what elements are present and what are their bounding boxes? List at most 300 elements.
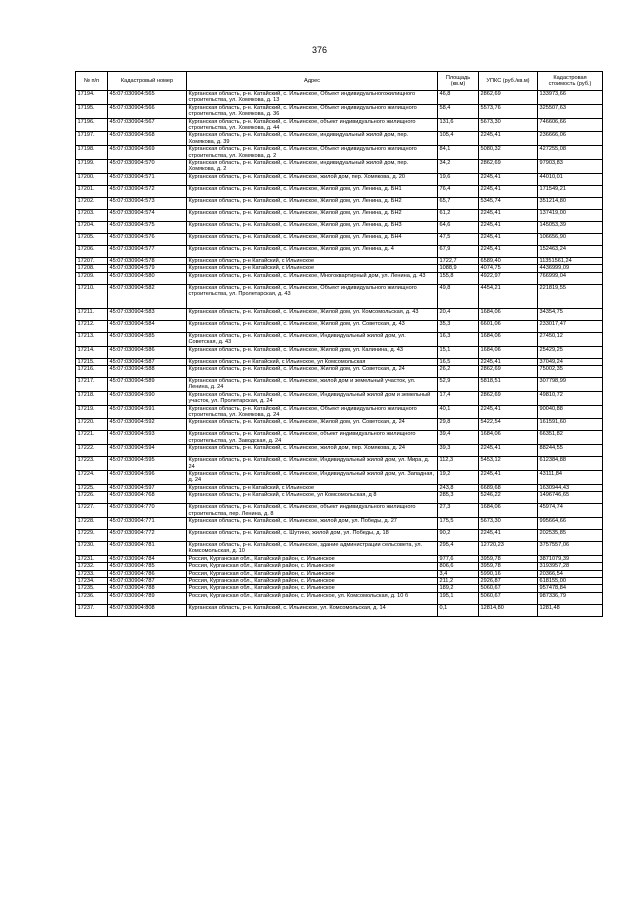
cadastral-cost-cell: 133973,66 [538,91,603,105]
upks-cell: 1684,06 [479,332,538,346]
cadastral-cost-cell: 3757557,06 [538,542,603,556]
cadastral-number-cell: 45:07:030904:594 [108,445,187,457]
area-cell: 39,3 [438,445,479,457]
table-row [76,173,603,185]
upks-cell: 4454,21 [479,284,538,308]
row-number-cell: 17222. [76,445,108,457]
cadastral-cost-cell: 746606,66 [538,118,603,132]
table-row [76,530,603,542]
table-row [76,419,603,431]
table-row [76,604,603,616]
cadastral-cost-cell: 612384,88 [538,457,603,471]
cadastral-number-cell: 45:07:030904:593 [108,431,187,445]
cadastral-number-cell: 45:07:030904:781 [108,542,187,556]
area-cell: 52,9 [438,377,479,391]
table-row [76,91,603,105]
address-cell: Курганская область, р-н. Катайский, с. Ильинское, индивидуальный жилой дом, пер. Хомякова, д. 39 [187,132,438,146]
upks-cell: 5673,30 [479,518,538,530]
table-row [76,358,603,365]
address-cell: Курганская область, р-н. Катайский, с. Ильинское, Объект индивидуального жилищного строительства, ул. Хомякова, д. 24 [187,405,438,419]
area-cell: 16,3 [438,332,479,346]
header-cost: Кадастровая стоимость (руб.) [538,72,603,91]
address-cell: Курганская область, р-н. Катайский, с. Ильинское, Индивидуальный жилой дом и земельный участок, ул. Пролетарская, д. 24 [187,391,438,405]
cadastral-cost-cell: 427255,08 [538,146,603,160]
cadastral-number-cell: 45:07:030904:772 [108,530,187,542]
table-row [76,592,603,604]
cadastral-number-cell: 45:07:030904:580 [108,272,187,284]
upks-cell: 5818,51 [479,377,538,391]
table-row [76,245,603,257]
cadastral-number-cell: 45:07:030904:585 [108,332,187,346]
upks-cell: 2245,41 [479,530,538,542]
row-number-cell: 17204. [76,221,108,233]
cadastral-table [75,71,603,617]
row-number-cell: 17202. [76,197,108,209]
area-cell: 155,8 [438,272,479,284]
address-cell: Курганская область, р-н. Катайский, с. Ильинское, Объект индивидуальногожилищного строительства, ул. Хомякова, д. 13 [187,91,438,105]
row-number-cell: 17233. [76,570,108,577]
row-number-cell: 17197. [76,132,108,146]
address-cell: Россия, Курганская обл., Катайский район, с. Ильинское, ул. Комсомольская, д. 10 б [187,592,438,604]
address-cell: Курганская область, р-н. Катайский, с. Ильинское, Жилой дом, ул. Ленина, д. БН4 [187,233,438,245]
cadastral-cost-cell: 90040,88 [538,405,603,419]
header-upks: УПКС (руб./кв.м) [479,72,538,91]
address-cell: Курганская область, р-н. Катайский, с. Ильинское, жилой дом и земельный участок, ул. Ленина, д. 24 [187,377,438,391]
table-row [76,585,603,592]
cadastral-cost-cell: 37049,24 [538,358,603,365]
area-cell: 243,8 [438,484,479,491]
cadastral-cost-cell: 1281,48 [538,604,603,616]
area-cell: 0,1 [438,604,479,616]
address-cell: Россия, Курганская обл., Катайский район, с. Ильинское [187,555,438,562]
row-number-cell: 17214. [76,346,108,358]
cadastral-cost-cell: 97903,83 [538,160,603,174]
cadastral-cost-cell: 351214,80 [538,197,603,209]
area-cell: 211,2 [438,578,479,585]
cadastral-cost-cell: 3193957,28 [538,563,603,570]
address-cell: Курганская область, р-н. Катайский, с. Ильинское, жилой дом, ул. Победы, д. 27 [187,518,438,530]
address-cell: Курганская область, р-н. Катайский, с. Ильинское, Жилой дом, ул. Ленина, д. БН1 [187,185,438,197]
upks-cell: 2245,41 [479,358,538,365]
area-cell: 1088,9 [438,265,479,272]
upks-cell: 2245,41 [479,245,538,257]
cadastral-cost-cell: 20366,54 [538,570,603,577]
cadastral-cost-cell: 221819,55 [538,284,603,308]
table-row [76,104,603,118]
row-number-cell: 17234. [76,578,108,585]
cadastral-number-cell: 45:07:030904:784 [108,555,187,562]
table-row [76,555,603,562]
table-row [76,265,603,272]
table-row [76,445,603,457]
area-cell: 195,1 [438,592,479,604]
area-cell: 17,4 [438,391,479,405]
address-cell: Курганская область, р-н. Катайский, с. Ильинское, жилой дом, пер. Хомякова, д. 20 [187,173,438,185]
table-row [76,308,603,320]
cadastral-number-cell: 45:07:030904:577 [108,245,187,257]
table-row [76,492,603,504]
cadastral-number-cell: 45:07:030904:787 [108,578,187,585]
cadastral-number-cell: 45:07:030904:569 [108,146,187,160]
address-cell: Курганская область, р-н. Катайский, с. Ильинское, Жилой дом, ул. Советская, д. 43 [187,320,438,332]
cadastral-number-cell: 45:07:030904:575 [108,221,187,233]
cadastral-cost-cell: 307798,99 [538,377,603,391]
table-row [76,518,603,530]
area-cell: 131,6 [438,118,479,132]
upks-cell: 3959,78 [479,555,538,562]
row-number-cell: 17224. [76,470,108,484]
address-cell: Курганская область, р-н. Катайский, с. Ильинское, ул. Комсомольская, д. 14 [187,604,438,616]
cadastral-cost-cell: 325507,63 [538,104,603,118]
area-cell: 58,4 [438,104,479,118]
cadastral-number-cell: 45:07:030904:572 [108,185,187,197]
area-cell: 20,4 [438,308,479,320]
upks-cell: 5060,67 [479,585,538,592]
table-row [76,233,603,245]
table-row [76,257,603,264]
row-number-cell: 17205. [76,233,108,245]
area-cell: 76,4 [438,185,479,197]
table-body [76,91,603,617]
area-cell: 175,5 [438,518,479,530]
address-cell: Курганская область, р-н. Катайский, с. Ильинское, Жилой дом, ул. Комсомольская, д. 43 [187,308,438,320]
area-cell: 65,7 [438,197,479,209]
upks-cell: 5246,22 [479,492,538,504]
table-row [76,118,603,132]
cadastral-cost-cell: 106656,90 [538,233,603,245]
upks-cell: 2245,41 [479,233,538,245]
upks-cell: 5990,16 [479,570,538,577]
upks-cell: 3959,78 [479,563,538,570]
area-cell: 34,2 [438,160,479,174]
table-header-row [76,72,603,91]
table-row [76,346,603,358]
area-cell: 35,3 [438,320,479,332]
cadastral-cost-cell: 1496746,65 [538,492,603,504]
cadastral-number-cell: 45:07:030904:592 [108,419,187,431]
table-row [76,365,603,377]
row-number-cell: 17196. [76,118,108,132]
row-number-cell: 17203. [76,209,108,221]
address-cell: Курганская область, р-н. Катайский, с. Ильинское, Жилой дом, ул. Ленина, д. БН2 [187,209,438,221]
row-number-cell: 17207. [76,257,108,264]
upks-cell: 1684,06 [479,431,538,445]
upks-cell: 6689,68 [479,484,538,491]
area-cell: 1722,7 [438,257,479,264]
row-number-cell: 17208. [76,265,108,272]
cadastral-cost-cell: 957478,84 [538,585,603,592]
cadastral-number-cell: 45:07:030904:567 [108,118,187,132]
cadastral-cost-cell: 995664,66 [538,518,603,530]
row-number-cell: 17221. [76,431,108,445]
upks-cell: 2862,69 [479,160,538,174]
upks-cell: 2245,41 [479,185,538,197]
cadastral-number-cell: 45:07:030904:566 [108,104,187,118]
cadastral-cost-cell: 11351561,24 [538,257,603,264]
cadastral-number-cell: 45:07:030904:568 [108,132,187,146]
cadastral-number-cell: 45:07:030904:590 [108,391,187,405]
row-number-cell: 17212. [76,320,108,332]
cadastral-cost-cell: 43111,84 [538,470,603,484]
row-number-cell: 17236. [76,592,108,604]
upks-cell: 2245,41 [479,445,538,457]
upks-cell: 1684,06 [479,308,538,320]
cadastral-cost-cell: 75002,35 [538,365,603,377]
cadastral-number-cell: 45:07:030904:770 [108,504,187,518]
address-cell: Курганская область, р-н. Катайский, с. Ильинское, индивидуальный жилой дом, пер. Хомякова, д. 2 [187,160,438,174]
cadastral-cost-cell: 66351,82 [538,431,603,445]
cadastral-cost-cell: 1630944,43 [538,484,603,491]
address-cell: Курганская область, р-н. Катайский, с. Ильинское, Жилой дом, ул. Калинина, д. 43 [187,346,438,358]
area-cell: 47,5 [438,233,479,245]
upks-cell: 6589,40 [479,257,538,264]
row-number-cell: 17215. [76,358,108,365]
cadastral-cost-cell: 202535,85 [538,530,603,542]
table-row [76,197,603,209]
row-number-cell: 17231. [76,555,108,562]
cadastral-number-cell: 45:07:030904:565 [108,91,187,105]
cadastral-cost-cell: 766999,04 [538,272,603,284]
row-number-cell: 17223. [76,457,108,471]
cadastral-number-cell: 45:07:030904:789 [108,592,187,604]
address-cell: Курганская область, р-н. Катайский, с. Ильинское, Жилой дом, ул. Советская, д. 24 [187,365,438,377]
cadastral-number-cell: 45:07:030904:589 [108,377,187,391]
table-row [76,146,603,160]
upks-cell: 4074,75 [479,265,538,272]
upks-cell: 5080,32 [479,146,538,160]
area-cell: 16,5 [438,358,479,365]
upks-cell: 4922,97 [479,272,538,284]
row-number-cell: 17237. [76,604,108,616]
cadastral-cost-cell: 618155,00 [538,578,603,585]
cadastral-number-cell: 45:07:030904:771 [108,518,187,530]
table-row [76,160,603,174]
cadastral-cost-cell: 45974,74 [538,504,603,518]
cadastral-cost-cell: 987336,79 [538,592,603,604]
address-cell: Курганская область, р-н. Катайский, с. Ильинское, Индивидуальный жилой дом, ул. Мира, д. 24 [187,457,438,471]
row-number-cell: 17228. [76,518,108,530]
area-cell: 3,4 [438,570,479,577]
area-cell: 285,3 [438,492,479,504]
address-cell: Курганская область, р-н Катайский, с Ильинское [187,484,438,491]
cadastral-number-cell: 45:07:030904:586 [108,346,187,358]
address-cell: Курганская область, р-н. Катайский, с. Ильинское, здание администрации сельсовета, ул. Комсомольская, д. 10 [187,542,438,556]
address-cell: Курганская область, р-н. Катайский, с. Ильинское, Жилой дом, ул. Советская, д. 24 [187,419,438,431]
address-cell: Россия, Курганская обл., Катайский район, с. Ильинское [187,578,438,585]
area-cell: 112,3 [438,457,479,471]
table-row [76,578,603,585]
row-number-cell: 17217. [76,377,108,391]
table-row [76,563,603,570]
cadastral-number-cell: 45:07:030904:597 [108,484,187,491]
table-row [76,132,603,146]
upks-cell: 5573,76 [479,104,538,118]
page-number: 376 [311,45,328,55]
area-cell: 19,6 [438,173,479,185]
address-cell: Россия, Курганская обл., Катайский район, с. Ильинское [187,570,438,577]
cadastral-number-cell: 45:07:030904:786 [108,570,187,577]
header-num: № п/п [76,72,108,91]
table-row [76,377,603,391]
address-cell: Курганская область, р-н Катайский, с Ильинское, ул Комсомольская [187,358,438,365]
table-row [76,570,603,577]
area-cell: 189,2 [438,585,479,592]
table-row [76,320,603,332]
cadastral-number-cell: 45:07:030904:574 [108,209,187,221]
upks-cell: 12814,80 [479,604,538,616]
cadastral-cost-cell: 145053,39 [538,221,603,233]
table-row [76,542,603,556]
row-number-cell: 17235. [76,585,108,592]
table-row [76,484,603,491]
address-cell: Курганская область, р-н. Катайский, с. Ильинское, жилой дом, пер. Хомякова, д. 24 [187,445,438,457]
cadastral-cost-cell: 171549,21 [538,185,603,197]
area-cell: 67,9 [438,245,479,257]
cadastral-cost-cell: 27450,12 [538,332,603,346]
address-cell: Россия, Курганская обл., Катайский район, с. Ильинское [187,563,438,570]
cadastral-number-cell: 45:07:030904:578 [108,257,187,264]
area-cell: 64,6 [438,221,479,233]
row-number-cell: 17201. [76,185,108,197]
row-number-cell: 17220. [76,419,108,431]
table-row [76,431,603,445]
cadastral-number-cell: 45:07:030904:571 [108,173,187,185]
area-cell: 46,8 [438,91,479,105]
address-cell: Курганская область, р-н Катайский, с Ильинское [187,257,438,264]
upks-cell: 2862,69 [479,365,538,377]
row-number-cell: 17226. [76,492,108,504]
upks-cell: 1684,06 [479,504,538,518]
cadastral-cost-cell: 233017,47 [538,320,603,332]
area-cell: 295,4 [438,542,479,556]
area-cell: 40,1 [438,405,479,419]
cadastral-number-cell: 45:07:030904:591 [108,405,187,419]
table-row [76,391,603,405]
cadastral-number-cell: 45:07:030904:588 [108,365,187,377]
area-cell: 806,6 [438,563,479,570]
area-cell: 26,2 [438,365,479,377]
row-number-cell: 17209. [76,272,108,284]
address-cell: Курганская область, р-н. Катайский, с. Ильинское, Объект индивидуального жилищного строительства, ул. Пролетарская, д. 43 [187,284,438,308]
table-row [76,332,603,346]
cadastral-number-cell: 45:07:030904:788 [108,585,187,592]
cadastral-number-cell: 45:07:030904:579 [108,265,187,272]
address-cell: Курганская область, р-н. Катайский, с. Ильинское, объект индивидуального жилищного строительства, ул. Хомякова, д. 44 [187,118,438,132]
row-number-cell: 17200. [76,173,108,185]
cadastral-number-cell: 45:07:030904:584 [108,320,187,332]
row-number-cell: 17230. [76,542,108,556]
row-number-cell: 17213. [76,332,108,346]
row-number-cell: 17219. [76,405,108,419]
area-cell: 19,2 [438,470,479,484]
upks-cell: 2245,41 [479,405,538,419]
cadastral-number-cell: 45:07:030904:587 [108,358,187,365]
upks-cell: 2245,41 [479,209,538,221]
cadastral-cost-cell: 161591,60 [538,419,603,431]
area-cell: 105,4 [438,132,479,146]
upks-cell: 5060,67 [479,592,538,604]
header-area: Площадь (кв.м) [438,72,479,91]
table-row [76,272,603,284]
row-number-cell: 17211. [76,308,108,320]
cadastral-cost-cell: 137419,00 [538,209,603,221]
cadastral-cost-cell: 25429,25 [538,346,603,358]
address-cell: Курганская область, р-н. Катайский, с. Ильинское, Индивидуальный жилой дом, ул. Западная, д. 24 [187,470,438,484]
row-number-cell: 17232. [76,563,108,570]
address-cell: Курганская область, р-н. Катайский, с. Шутино, жилой дом, ул. Победы, д. 18 [187,530,438,542]
upks-cell: 2245,41 [479,470,538,484]
cadastral-number-cell: 45:07:030904:570 [108,160,187,174]
upks-cell: 2862,69 [479,91,538,105]
table-row [76,221,603,233]
table-row [76,284,603,308]
table-row [76,470,603,484]
cadastral-cost-cell: 88244,55 [538,445,603,457]
cadastral-number-cell: 45:07:030904:582 [108,284,187,308]
cadastral-cost-cell: 3871079,39 [538,555,603,562]
area-cell: 39,4 [438,431,479,445]
cadastral-number-cell: 45:07:030904:785 [108,563,187,570]
header-address: Адрес [187,72,438,91]
table-row [76,209,603,221]
area-cell: 977,6 [438,555,479,562]
row-number-cell: 17216. [76,365,108,377]
row-number-cell: 17229. [76,530,108,542]
address-cell: Курганская область, р-н. Катайский, с. Ильинское, Жилой дом, ул. Ленина, д. БН2 [187,197,438,209]
address-cell: Россия, Курганская обл., Катайский район, с. Ильинское [187,585,438,592]
address-cell: Курганская область, р-н. Катайский, с. Ильинское, Жилой дом, ул. Ленина, д. 4 [187,245,438,257]
upks-cell: 6601,06 [479,320,538,332]
row-number-cell: 17210. [76,284,108,308]
table-row [76,457,603,471]
cadastral-number-cell: 45:07:030904:596 [108,470,187,484]
address-cell: Курганская область, р-н Катайский, с Ильинское, ул Комсомольская, д 8 [187,492,438,504]
row-number-cell: 17199. [76,160,108,174]
cadastral-cost-cell: 236666,06 [538,132,603,146]
row-number-cell: 17218. [76,391,108,405]
upks-cell: 5453,12 [479,457,538,471]
upks-cell: 2245,41 [479,173,538,185]
area-cell: 49,8 [438,284,479,308]
area-cell: 15,1 [438,346,479,358]
cadastral-number-cell: 45:07:030904:808 [108,604,187,616]
address-cell: Курганская область, р-н Катайский, с Ильинское [187,265,438,272]
cadastral-cost-cell: 49810,72 [538,391,603,405]
upks-cell: 12720,23 [479,542,538,556]
upks-cell: 5422,54 [479,419,538,431]
address-cell: Курганская область, р-н. Катайский, с. Ильинское, Индивидуальный жилой дом, ул. Советская, д. 43 [187,332,438,346]
cadastral-number-cell: 45:07:030904:595 [108,457,187,471]
table-row [76,405,603,419]
upks-cell: 2862,69 [479,391,538,405]
address-cell: Курганская область, р-н. Катайский, с. Ильинское, объект индивидуального жилищного строительства, ул. Заводская, д. 24 [187,431,438,445]
area-cell: 84,1 [438,146,479,160]
table-row [76,504,603,518]
upks-cell: 5673,30 [479,118,538,132]
row-number-cell: 17225. [76,484,108,491]
address-cell: Курганская область, р-н. Катайский, с. Ильинское, Жилой дом, ул. Ленина, д. БН3 [187,221,438,233]
upks-cell: 5345,74 [479,197,538,209]
upks-cell: 2926,87 [479,578,538,585]
cadastral-number-cell: 45:07:030904:576 [108,233,187,245]
address-cell: Курганская область, р-н. Катайский, с. Ильинское, Объект индивидуального жилищного строительства, ул. Хомякова, д. 2 [187,146,438,160]
cadastral-number-cell: 45:07:030904:583 [108,308,187,320]
upks-cell: 2245,41 [479,132,538,146]
row-number-cell: 17227. [76,504,108,518]
header-cadastral: Кадастровый номер [108,72,187,91]
cadastral-cost-cell: 4436999,09 [538,265,603,272]
row-number-cell: 17198. [76,146,108,160]
